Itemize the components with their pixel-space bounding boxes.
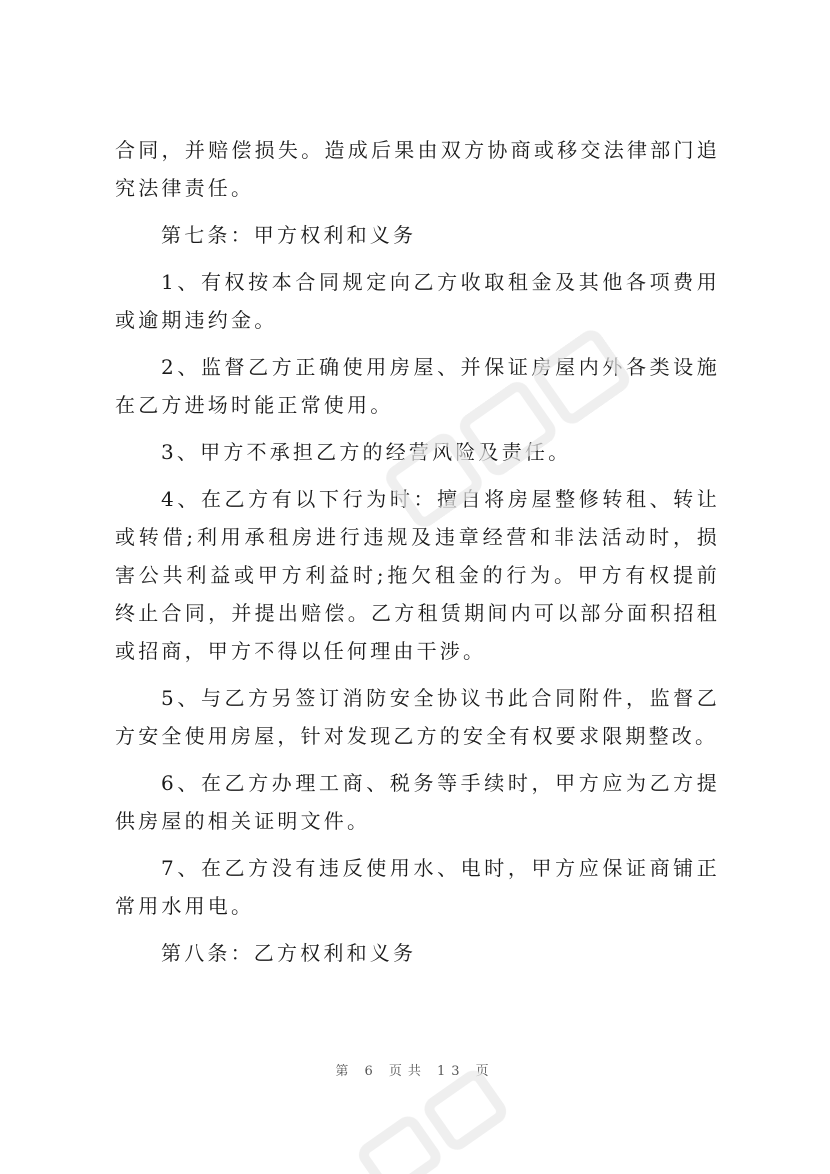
page-number-footer: 第 6 页共 13 页 xyxy=(335,1064,495,1079)
heading-article-8: 第八条：乙方权利和义务 xyxy=(161,941,417,965)
paragraph-7-3: 3、甲方不承担乙方的经营风险及责任。 xyxy=(161,440,572,464)
heading-article-7: 第七条：甲方权利和义务 xyxy=(161,223,417,247)
paragraph-7-5: 5、与乙方另签订消防安全协议书此合同附件，监督乙方安全使用房屋，针对发现乙方的安全有权要求限期整改。 xyxy=(115,686,720,748)
paragraph-7-1: 1、有权按本合同规定向乙方收取租金及其他各项费用或逾期违约金。 xyxy=(115,270,720,332)
paragraph-7-7: 7、在乙方没有违反使用水、电时，甲方应保证商铺正常用水用电。 xyxy=(115,856,720,918)
paragraph-continuation: 合同，并赔偿损失。造成后果由双方协商或移交法律部门追究法律责任。 xyxy=(115,138,720,200)
paragraph-7-4: 4、在乙方有以下行为时：擅自将房屋整修转租、转让或转借;利用承租房进行违规及违章经营和非法活动时，损害公共利益或甲方利益时;拖欠租金的行为。甲方有权提前终止合同，并提出赔偿。乙方租赁期间内可以部分面积招租或招商，甲方不得以任何理由干涉。 xyxy=(115,487,720,663)
document-body xyxy=(115,131,720,981)
paragraph-7-6: 6、在乙方办理工商、税务等手续时，甲方应为乙方提供房屋的相关证明文件。 xyxy=(115,771,720,833)
paragraph-7-2: 2、监督乙方正确使用房屋、并保证房屋内外各类设施在乙方进场时能正常使用。 xyxy=(115,355,720,417)
